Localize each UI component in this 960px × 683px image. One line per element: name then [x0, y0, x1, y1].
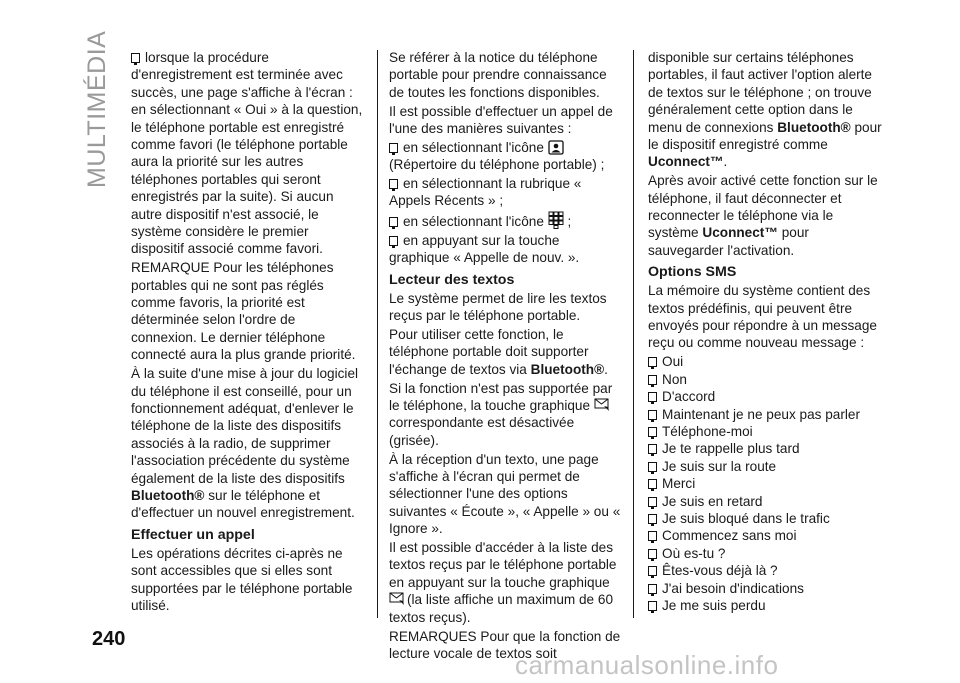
bullet-icon — [648, 357, 657, 367]
paragraph: REMARQUES Pour que la fonction de lecture vocale de textos soit — [389, 628, 621, 661]
sms-icon — [389, 591, 407, 607]
bullet-icon — [648, 549, 657, 559]
bullet-icon — [389, 217, 398, 227]
bold-term: Uconnect™ — [648, 154, 724, 170]
column-2 — [389, 49, 621, 664]
list-item-text: Oui — [662, 354, 684, 370]
paragraph: Il est possible d'effectuer un appel de l'une des manières suivantes : — [389, 103, 613, 137]
list-item — [648, 388, 884, 405]
keypad-icon — [548, 211, 564, 229]
section-heading: Options SMS — [648, 264, 737, 281]
bullet-icon — [648, 566, 657, 576]
paragraph: REMARQUE Pour les téléphones portables qui ne sont pas réglés comme favoris, la priorité est déterminée selon l'ordre de connexion. Le dernier téléphone connecté aura la plus grande priorité. — [131, 260, 356, 363]
column-1 — [131, 49, 363, 616]
list-item-text: D'accord — [662, 389, 716, 405]
list-item — [648, 545, 884, 562]
section-side-label-text: MULTIMÉDIA — [83, 30, 111, 188]
paragraph-text: lorsque la procédure d'enregistrement est terminée avec succès, une page s'affiche à l'écran : en sélectionnant « Oui » à la question, le téléphone portable est enregistré comme favori (le téléphone portable aura la priorité sur les autres téléphones portables qui seront enregistrés par la suite). Si aucun autre dispositif n'est associé, le système considère le premier dispositif associé comme favori. — [131, 50, 363, 257]
list-item — [648, 493, 884, 510]
bullet-icon — [131, 53, 140, 63]
paragraph-text: sur le téléphone et d'effectuer un nouvel enregistrement. — [131, 487, 355, 521]
paragraph-text: Si la fonction n'est pas supportée par le téléphone, la touche graphique — [389, 380, 613, 414]
list-item-text: J'ai besoin d'indications — [662, 580, 804, 596]
list-item — [648, 458, 884, 475]
paragraph: Se référer à la notice du téléphone portable pour prendre connaissance de toutes les fonctions disponibles. — [389, 50, 607, 100]
list-item — [648, 562, 884, 579]
bullet-icon — [648, 497, 657, 507]
paragraph-text: pour le dispositif enregistré comme — [648, 119, 882, 153]
paragraph-text: À la suite d'une mise à jour du logiciel du téléphone il est conseillé, pour un fonctionnement adéquat, d'enlever le téléphone de la liste des dispositifs associés à la radio, de supprimer l'association précédente du système également de la liste des dispositifs — [131, 366, 359, 486]
list-item-text: Êtes-vous déjà là ? — [662, 563, 778, 579]
list-item-text: en sélectionnant l'icône — [403, 139, 544, 155]
bullet-icon — [648, 392, 657, 402]
column-divider-2 — [633, 50, 634, 618]
phonebook-icon — [548, 140, 564, 155]
bullet-icon — [389, 143, 398, 153]
list-item-text: Maintenant je ne peux pas parler — [662, 406, 860, 422]
list-item-text: Je te rappelle plus tard — [662, 441, 800, 457]
column-divider-1 — [377, 50, 378, 618]
paragraph-text: pour sauvegarder l'activation. — [648, 225, 809, 258]
paragraph-text: Il est possible d'accéder à la liste des textos reçus par le téléphone portable en appuyant sur la touche graphique — [389, 540, 617, 590]
list-item — [389, 139, 621, 174]
list-item — [648, 597, 884, 614]
bullet-icon — [648, 375, 657, 385]
bullet-icon — [648, 531, 657, 541]
column-3 — [648, 49, 884, 614]
list-item-text: Je me suis perdu — [662, 597, 766, 613]
bullet-icon — [648, 601, 657, 611]
list-item-text: Où es-tu ? — [662, 545, 726, 561]
paragraph-text: correspondante est désactivée (grisée). — [389, 415, 575, 448]
list-item-text: ; — [563, 214, 572, 230]
list-item — [389, 175, 621, 210]
paragraph-text: . — [723, 154, 728, 170]
paragraph-text: Après avoir activé cette fonction sur le téléphone, il faut déconnecter et reconnecter le téléphone via le système — [648, 173, 878, 241]
list-item — [648, 406, 884, 423]
watermark: carmanualsonline.info — [515, 650, 779, 680]
paragraph — [389, 326, 621, 378]
bullet-icon — [648, 479, 657, 489]
list-item-text: Je suis en retard — [662, 493, 763, 509]
bullet-icon — [389, 236, 398, 246]
paragraph-text: Pour utiliser cette fonction, le téléphone portable doit supporter l'échange de textos via — [389, 327, 589, 377]
list-item-text: Je suis bloqué dans le trafic — [662, 510, 830, 526]
list-item — [648, 527, 884, 544]
list-item-text: en sélectionnant la rubrique « Appels Récents » ; — [389, 176, 582, 209]
list-item — [648, 353, 884, 370]
bullet-icon — [648, 514, 657, 524]
list-item-text: Commencez sans moi — [662, 528, 797, 544]
bold-term: Uconnect™ — [702, 225, 778, 241]
section-heading: Lecteur des textos — [389, 271, 515, 288]
list-item-text: Je suis sur la route — [662, 458, 777, 474]
sms-icon — [594, 397, 612, 413]
paragraph: À la réception d'un texto, une page s'affiche à l'écran qui permet de sélectionner l'une des options suivantes « Écoute », « Appelle » ou « Ignore ». — [389, 451, 621, 537]
list-item — [648, 371, 884, 388]
sms-options-list — [648, 353, 884, 614]
bullet-icon — [648, 462, 657, 472]
paragraph — [389, 380, 621, 450]
paragraph — [131, 49, 363, 258]
list-item-text: Téléphone-moi — [662, 423, 753, 439]
list-item-text: Merci — [662, 476, 696, 492]
list-item-text: en sélectionnant l'icône — [403, 214, 544, 230]
section-heading: Effectuer un appel — [131, 526, 255, 543]
paragraph: La mémoire du système contient des textos prédéfinis, qui peuvent être envoyés pour répondre à un message reçu ou comme nouveau message : — [648, 283, 877, 351]
bullet-icon — [648, 410, 657, 420]
bullet-icon — [648, 444, 657, 454]
bold-term: Bluetooth® — [777, 119, 851, 135]
list-item — [648, 475, 884, 492]
bullet-icon — [648, 584, 657, 594]
list-item — [389, 211, 621, 230]
paragraph: Le système permet de lire les textos reçus par le téléphone portable. — [389, 290, 607, 324]
page-number: 240 — [92, 628, 126, 650]
list-item — [648, 580, 884, 597]
bold-term: Bluetooth® — [131, 487, 205, 503]
paragraph — [389, 539, 621, 626]
bullet-icon — [389, 179, 398, 189]
list-item-text: en appuyant sur la touche graphique « Appelle de nouv. ». — [389, 233, 580, 266]
list-item — [648, 440, 884, 457]
paragraph: Les opérations décrites ci-après ne sont accessibles que si elles sont supportées par le téléphone portable utilisé. — [131, 545, 353, 613]
list-item-text: Non — [662, 371, 687, 387]
section-side-label — [83, 30, 115, 188]
paragraph — [648, 172, 884, 259]
list-item — [389, 232, 621, 267]
paragraph-text: . — [604, 361, 608, 377]
paragraph-text: (la liste affiche un maximum de 60 textos reçus). — [389, 592, 614, 625]
list-item — [648, 510, 884, 527]
bold-term: Bluetooth® — [530, 361, 605, 377]
list-item-text: (Répertoire du téléphone portable) ; — [389, 157, 605, 173]
paragraph — [648, 49, 884, 171]
bullet-icon — [648, 427, 657, 437]
list-item — [648, 423, 884, 440]
paragraph — [131, 365, 363, 522]
paragraph-text: disponible sur certains téléphones portables, il faut activer l'option alerte de textos sur le téléphone ; on trouve généralement cette option dans le menu de connexions — [648, 50, 872, 135]
